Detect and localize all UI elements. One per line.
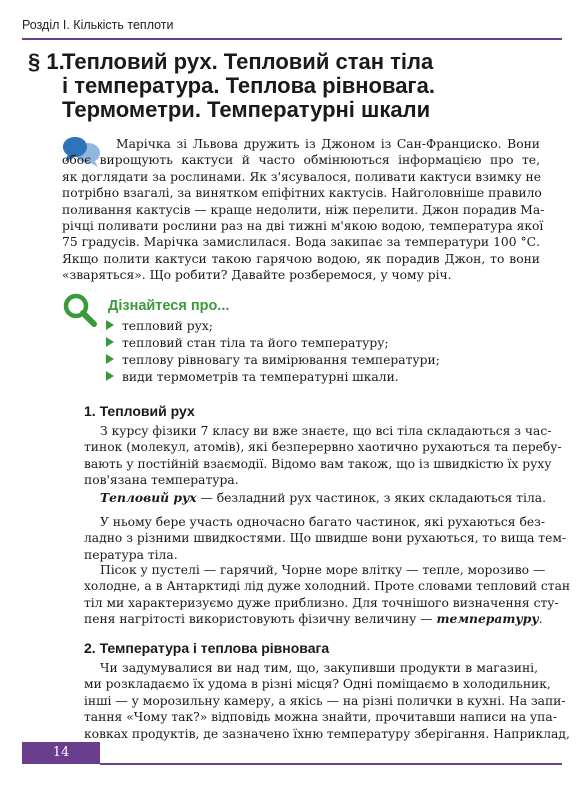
intro-line: як доглядати за рослинами. Як з'ясувалося, поливати кактуси взимку не	[62, 169, 541, 184]
key-term: температуру	[436, 611, 539, 627]
page-number: 14	[22, 742, 100, 764]
paragraph	[84, 562, 571, 628]
text-line: Чи задумувалися ви над тим, що, закупивши продукти в магазині,	[100, 661, 538, 675]
learn-title: Дізнайтеся про...	[108, 298, 230, 314]
list-item	[106, 369, 440, 386]
text-line: Пісок у пустелі — гарячий, Чорне море влітку — тепле, морозиво —	[100, 563, 546, 577]
text-line: вають у постійній взаємодії. Відомо вам також, що із швидкістю їх руху	[84, 456, 552, 471]
paragraph	[84, 660, 570, 742]
paragraph	[84, 514, 567, 563]
definition-term: Тепловий рух	[100, 490, 197, 505]
section-number: § 1.	[28, 49, 65, 74]
intro-text	[62, 136, 545, 284]
text-line: ковках продуктів, де зазначено їхню температуру зберігання. Наприклад,	[84, 726, 570, 741]
bullet-triangle-icon	[106, 371, 114, 381]
definition	[84, 490, 547, 506]
text-line	[84, 490, 547, 506]
intro-line: потрібно взагалі, за винятком епіфітних кактусів. Найголовніше правило	[62, 186, 542, 201]
text-line: інші — у морозильну камеру, а якісь — на різні полички в кухні. На запи-	[84, 693, 566, 708]
paragraph	[84, 423, 562, 489]
definition-text: — безладний рух частинок, з яких складаються тіла.	[196, 491, 547, 505]
text-run: пеня нагрітості використовують фізичну величину —	[84, 612, 437, 627]
subsection-heading: 2. Температура і теплова рівновага	[84, 640, 330, 656]
title-line: Термометри. Температурні шкали	[62, 97, 431, 122]
intro-line: Якщо полити кактуси такою гарячою водою, як порадив Джон, то вони	[62, 251, 540, 266]
magnifier-icon	[62, 292, 98, 328]
intro-line: обоє вирощують кактуси й часто обмінюються інформацією про те,	[62, 153, 540, 168]
list-item	[106, 335, 440, 352]
text-line: тинок (молекул, атомів), які безперервно хаотично рухаються та перебу-	[84, 440, 562, 455]
bullet-triangle-icon	[106, 320, 114, 330]
title-line: і температура. Теплова рівновага.	[62, 73, 435, 98]
running-header: Розділ І. Кількість теплоти	[22, 18, 174, 32]
bullet-triangle-icon	[106, 354, 114, 364]
subsection-heading: 1. Тепловий рух	[84, 403, 195, 419]
text-line: ми розкладаємо їх удома в різні місця? Одні поміщаємо в холодильник,	[84, 677, 551, 692]
text-line: З курсу фізики 7 класу ви вже знаєте, що всі тіла складаються з час-	[100, 424, 552, 438]
section-title	[28, 49, 572, 122]
intro-line: 75 градусів. Марічка замислилася. Вода закипає за температури 100 °С.	[62, 235, 540, 250]
intro-line: Марічка зі Львова дружить із Джоном із Сан-Франциско. Вони	[116, 137, 540, 151]
text-line: пература тіла.	[84, 547, 178, 562]
text-line: ладно з різними швидкостями. Що швидше вони рухаються, то вища тем-	[84, 531, 567, 546]
list-item	[106, 318, 440, 335]
text-line: холодне, а в Антарктиді лід дуже холодний. Проте словами тепловий стан	[84, 579, 571, 594]
text-line: тання «Чому так?» відповідь можна знайти, прочитавши написи на упа-	[84, 710, 557, 725]
learn-list	[106, 318, 440, 386]
text-line: пов'язана температура.	[84, 473, 239, 488]
intro-line: річці поливати рослини раз на дві тижні м'якою водою, температура якої	[62, 219, 544, 234]
header-divider	[22, 38, 562, 40]
text-line: тіл ми характеризуємо дуже приблизно. Для точнішого визначення сту-	[84, 595, 559, 610]
bullet-triangle-icon	[106, 337, 114, 347]
footer-divider	[100, 763, 562, 765]
title-line: Тепловий рух. Тепловий стан тіла	[62, 49, 434, 74]
text-line	[84, 611, 543, 627]
list-item	[106, 352, 440, 369]
text-line: У ньому бере участь одночасно багато частинок, які рухаються без-	[100, 515, 545, 529]
list-item-text: теплову рівновагу та вимірювання температури;	[122, 353, 440, 367]
intro-line: поливання кактусів — краще недолити, ніж перелити. Джон порадив Ма-	[62, 202, 545, 217]
list-item-text: тепловий стан тіла та його температуру;	[122, 336, 389, 350]
list-item-text: тепловий рух;	[122, 319, 213, 333]
intro-line: «зваряться». Що робити? Давайте розберемося, у чому річ.	[62, 268, 452, 283]
text-run: .	[538, 612, 543, 627]
list-item-text: види термометрів та температурні шкали.	[122, 370, 399, 384]
